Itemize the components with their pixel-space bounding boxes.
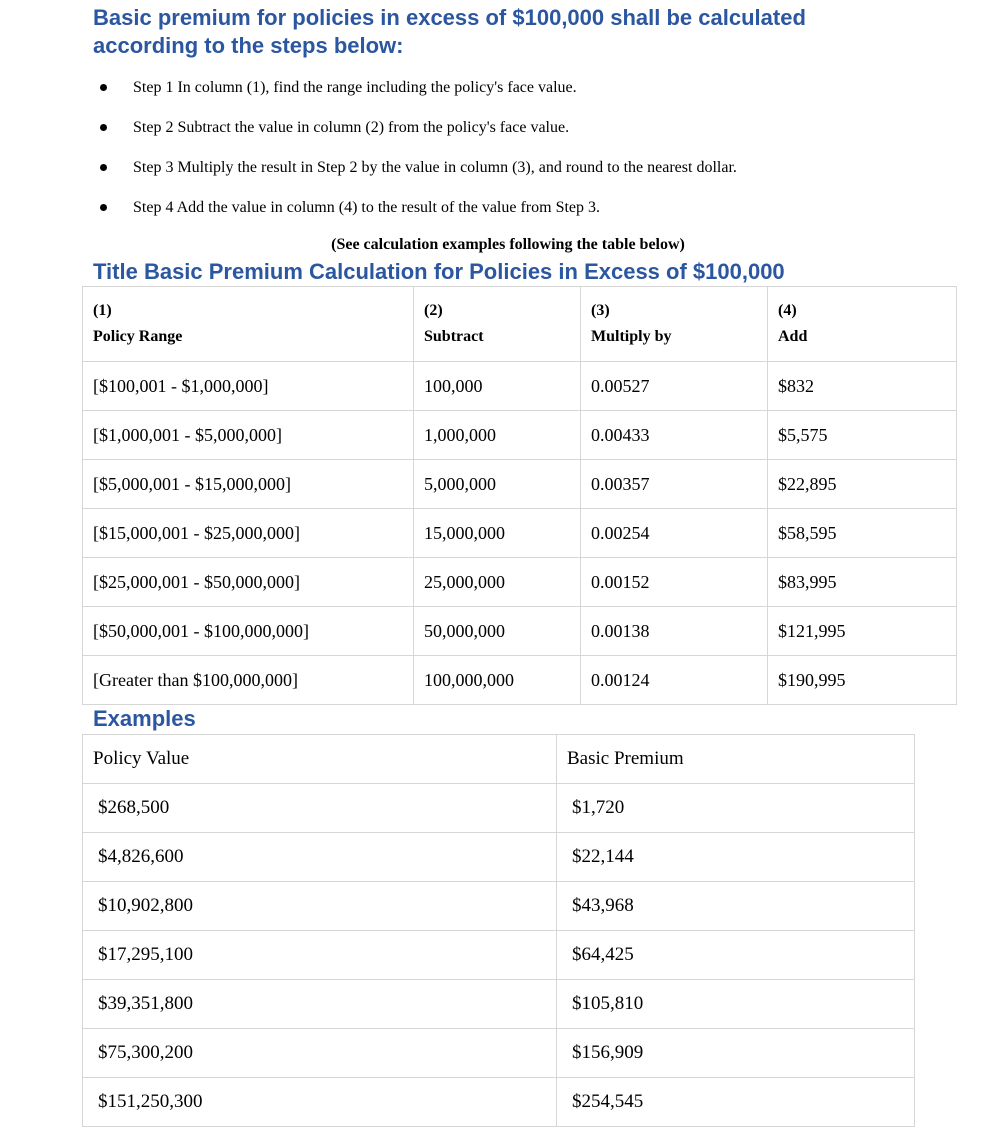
policy-range-cell: [Greater than $100,000,000] [83,656,414,705]
subtract-cell: 25,000,000 [414,558,581,607]
step-item [93,114,953,154]
table-row [83,980,915,1029]
policy-value-cell: $151,250,300 [83,1078,557,1127]
add-cell: $83,995 [768,558,957,607]
policy-value-cell: $75,300,200 [83,1029,557,1078]
table-header-row [83,287,957,362]
step-text: Step 2 Subtract the value in column (2) from the policy's face value. [133,119,570,136]
subtract-cell: 100,000,000 [414,656,581,705]
policy-range-cell: [$15,000,001 - $25,000,000] [83,509,414,558]
add-cell: $58,595 [768,509,957,558]
examples-header-row [83,735,915,784]
add-cell: $5,575 [768,411,957,460]
policy-value-cell: $39,351,800 [83,980,557,1029]
table-row [83,1029,915,1078]
multiply-cell: 0.00527 [581,362,768,411]
column-header-4: (4) Add [768,287,957,362]
premium-calculation-table [82,286,957,705]
subtract-cell: 100,000 [414,362,581,411]
table-row [83,362,957,411]
table-title: Title Basic Premium Calculation for Policies in Excess of $100,000 [93,259,785,284]
policy-value-cell: $268,500 [83,784,557,833]
basic-premium-cell: $64,425 [557,931,915,980]
table-row [83,558,957,607]
basic-premium-cell: $43,968 [557,882,915,931]
multiply-cell: 0.00138 [581,607,768,656]
policy-value-cell: $17,295,100 [83,931,557,980]
table-row [83,509,957,558]
multiply-cell: 0.00254 [581,509,768,558]
table-row [83,784,915,833]
step-text: Step 4 Add the value in column (4) to the result of the value from Step 3. [133,199,601,216]
subtract-cell: 1,000,000 [414,411,581,460]
policy-value-cell: $10,902,800 [83,882,557,931]
policy-range-cell: [$100,001 - $1,000,000] [83,362,414,411]
page-heading-line-2: according to the steps below: [93,33,404,58]
step-item [93,74,953,114]
column-header-2: (2) Subtract [414,287,581,362]
basic-premium-header: Basic Premium [557,735,915,784]
page-heading-line-1: Basic premium for policies in excess of $100,000 shall be calculated [93,5,806,30]
bullet-icon [100,204,107,211]
examples-title: Examples [93,706,196,731]
policy-range-cell: [$1,000,001 - $5,000,000] [83,411,414,460]
add-cell: $190,995 [768,656,957,705]
subtract-cell: 5,000,000 [414,460,581,509]
table-row [83,656,957,705]
subtract-cell: 15,000,000 [414,509,581,558]
step-item [93,194,953,234]
table-row [83,460,957,509]
policy-value-cell: $4,826,600 [83,833,557,882]
table-row [83,1078,915,1127]
table-row [83,882,915,931]
table-row [83,607,957,656]
policy-value-header: Policy Value [83,735,557,784]
multiply-cell: 0.00433 [581,411,768,460]
basic-premium-cell: $254,545 [557,1078,915,1127]
bullet-icon [100,84,107,91]
column-header-3: (3) Multiply by [581,287,768,362]
add-cell: $121,995 [768,607,957,656]
step-text: Step 1 In column (1), find the range including the policy's face value. [133,79,577,96]
basic-premium-cell: $105,810 [557,980,915,1029]
table-row [83,833,915,882]
multiply-cell: 0.00124 [581,656,768,705]
policy-range-cell: [$50,000,001 - $100,000,000] [83,607,414,656]
step-text: Step 3 Multiply the result in Step 2 by the value in column (3), and round to the nearest dollar. [133,159,737,176]
steps-list [93,74,953,234]
policy-range-cell: [$25,000,001 - $50,000,000] [83,558,414,607]
table-row [83,931,915,980]
table-row [83,411,957,460]
basic-premium-cell: $1,720 [557,784,915,833]
examples-table [82,734,915,1127]
add-cell: $22,895 [768,460,957,509]
subtract-cell: 50,000,000 [414,607,581,656]
basic-premium-cell: $22,144 [557,833,915,882]
bullet-icon [100,164,107,171]
multiply-cell: 0.00357 [581,460,768,509]
policy-range-cell: [$5,000,001 - $15,000,000] [83,460,414,509]
step-item [93,154,953,194]
add-cell: $832 [768,362,957,411]
multiply-cell: 0.00152 [581,558,768,607]
bullet-icon [100,124,107,131]
column-header-1: (1) Policy Range [83,287,414,362]
see-examples-note: (See calculation examples following the table below) [331,236,685,253]
basic-premium-cell: $156,909 [557,1029,915,1078]
page-heading [93,4,973,60]
